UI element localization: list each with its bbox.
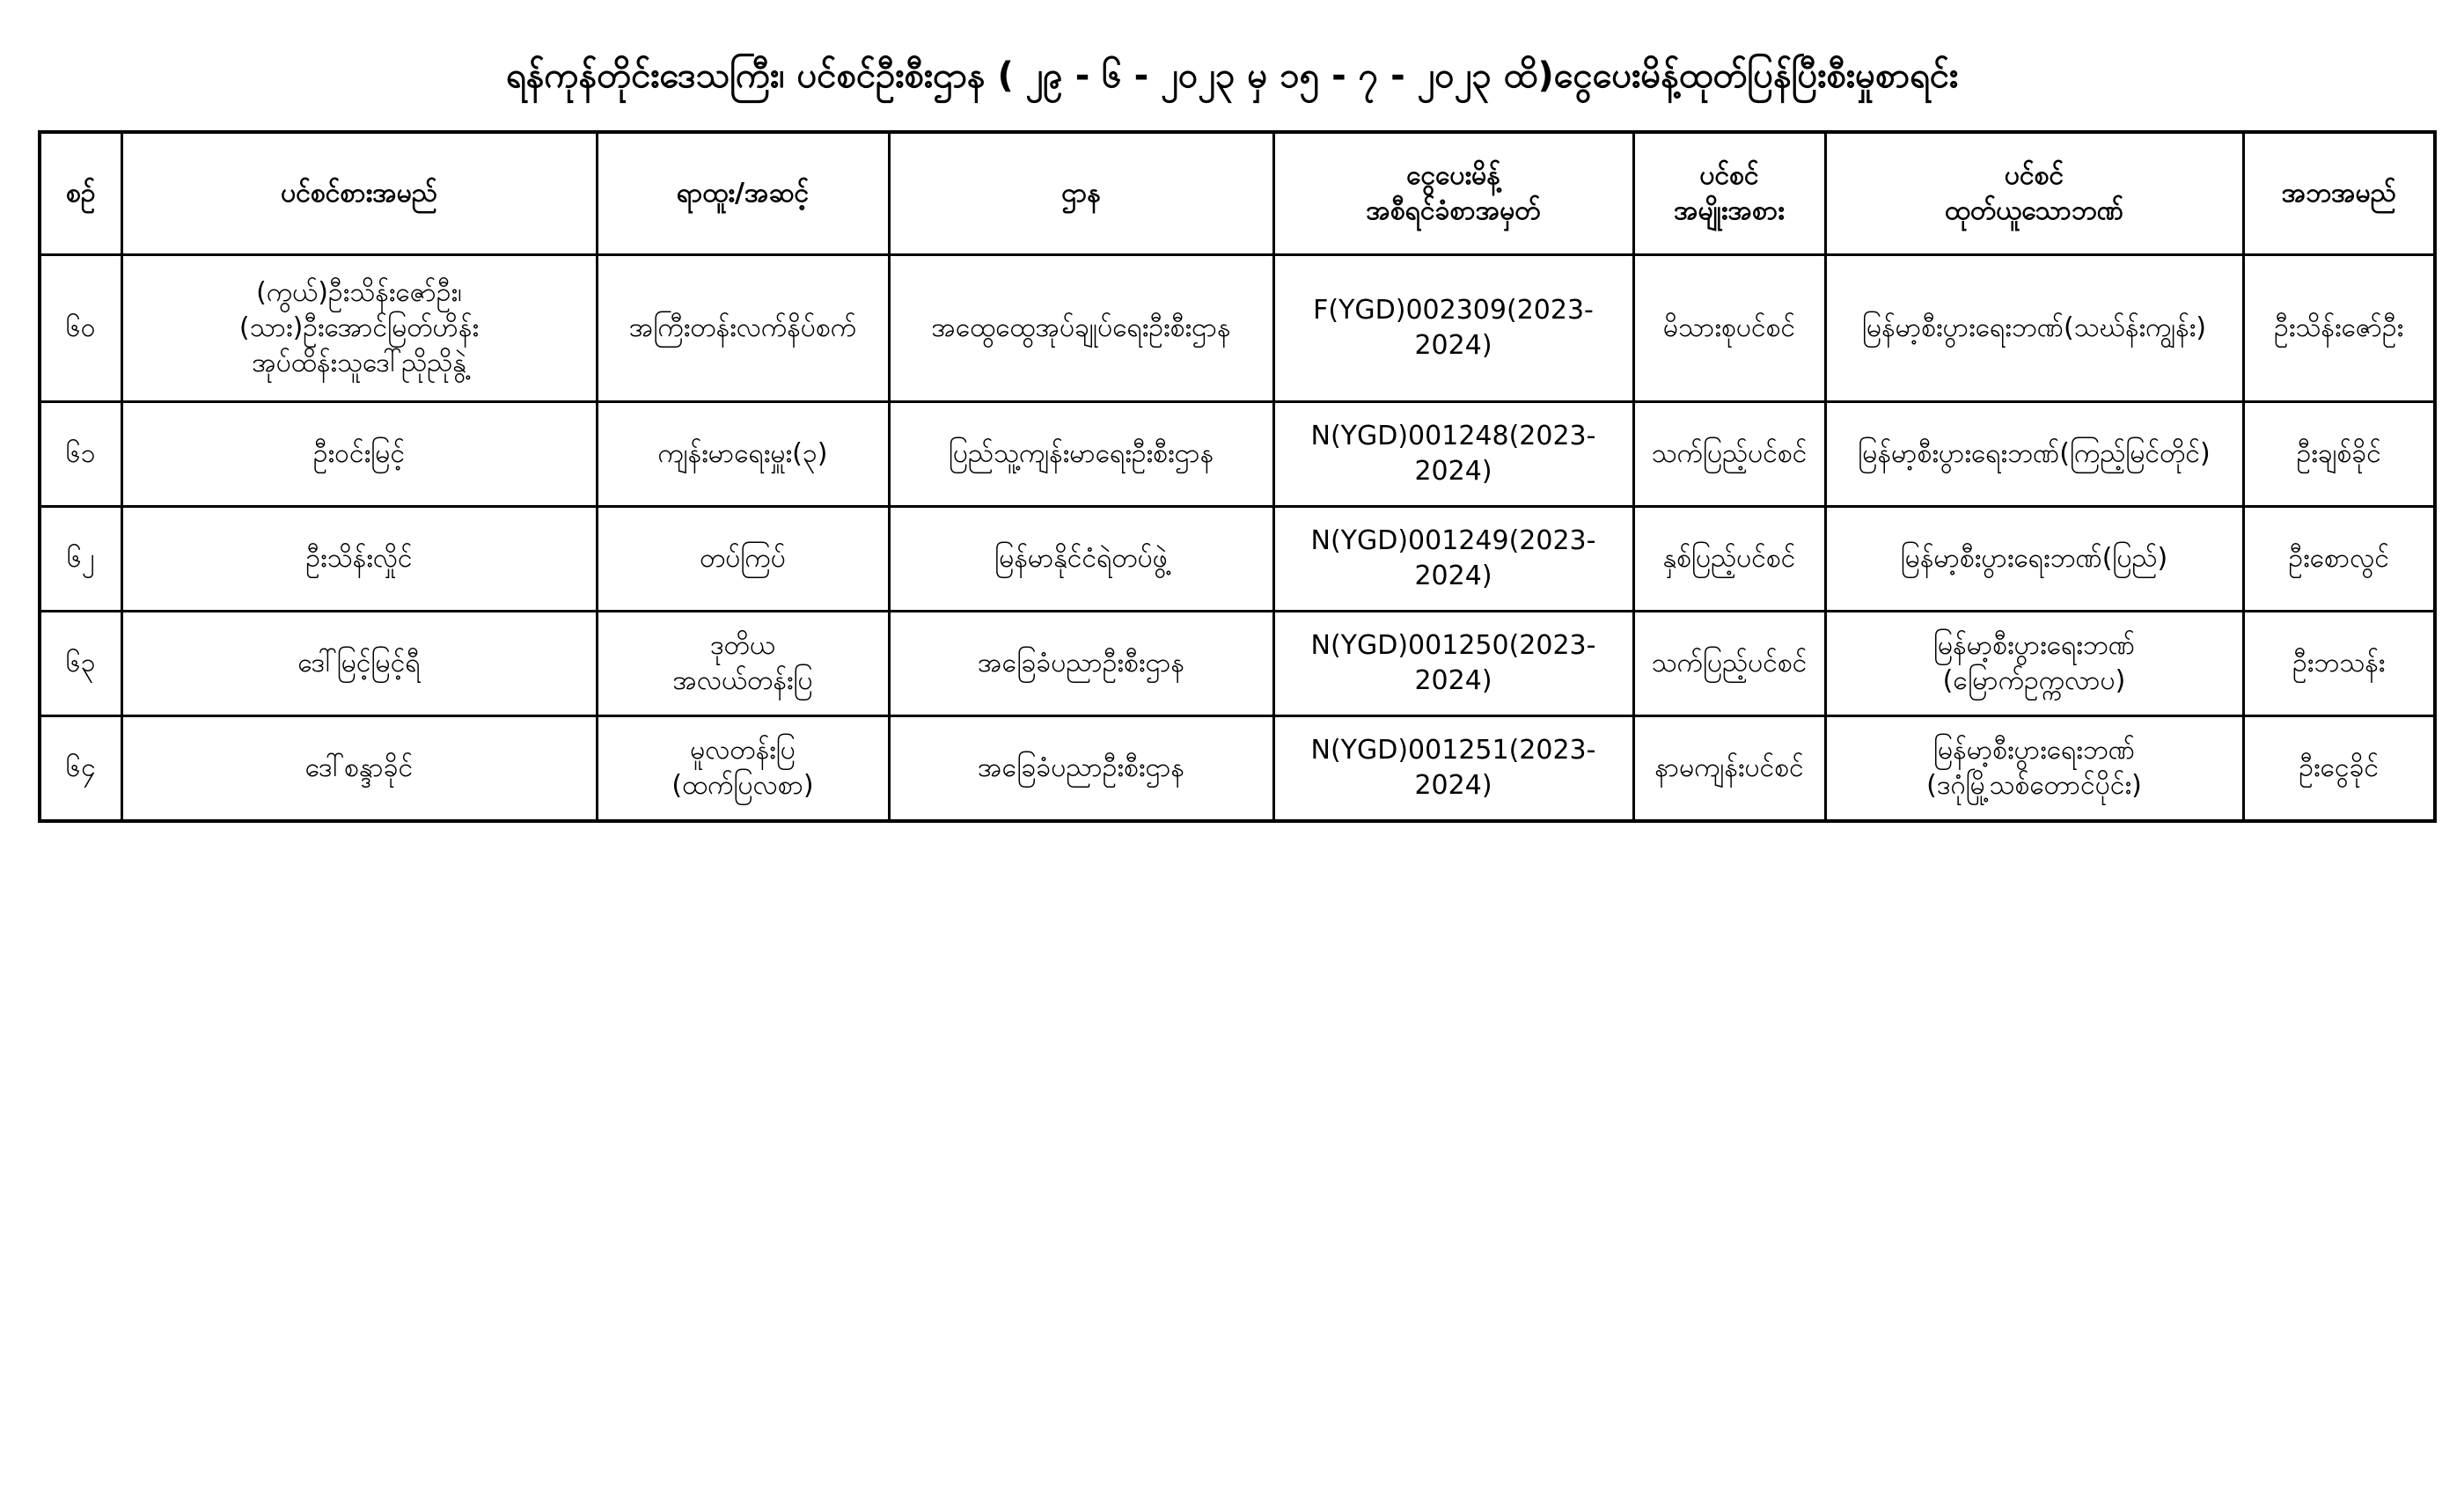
- cell-bank: [1825, 402, 2243, 507]
- cell-no: ၆၁: [40, 402, 121, 507]
- header-department: ဌာန: [889, 132, 1273, 255]
- header-bank-line1: ပင်စင်: [2004, 160, 2064, 191]
- cell-rank-line: ဒုတိယ: [710, 630, 775, 661]
- cell-department: မြန်မာနိုင်ငံရဲတပ်ဖွဲ့: [889, 507, 1273, 612]
- cell-pensioner-name: [121, 507, 597, 612]
- header-pensioner-name: ပင်စင်စားအမည်: [121, 132, 597, 255]
- table-row: [40, 507, 2435, 612]
- header-type-line1: ပင်စင်: [1699, 160, 1759, 191]
- header-row: [40, 132, 2435, 255]
- cell-no: ၆၀: [40, 255, 121, 402]
- cell-name-line: ဦးဝင်းမြင့်: [312, 438, 406, 469]
- cell-rank: [597, 507, 889, 612]
- table-row: [40, 612, 2435, 716]
- table-row: [40, 402, 2435, 507]
- cell-bank-line: (မြောက်ဥက္ကလာပ): [1942, 665, 2126, 696]
- header-bank: [1825, 132, 2243, 255]
- header-type-line2: အမျိုးအစား: [1674, 195, 1785, 226]
- cell-pensioner-name: [121, 612, 597, 716]
- cell-bank: [1825, 507, 2243, 612]
- cell-department: အခြေခံပညာဦးစီးဌာန: [889, 612, 1273, 716]
- cell-name-line: အုပ်ထိန်းသူဒေါ်ညိုညိုနွဲ့: [252, 348, 466, 378]
- header-voucher-line1: ငွေပေးမိန့်: [1406, 160, 1500, 191]
- cell-father-name: ဦးဘသန်း: [2243, 612, 2435, 716]
- cell-pension-type: သက်ပြည့်ပင်စင်: [1633, 402, 1825, 507]
- cell-bank-line: မြန်မာ့စီးပွားရေးဘဏ်(သဃ်န်းကျွန်း): [1861, 312, 2207, 343]
- cell-voucher-number: N(YGD)001248(2023-2024): [1273, 402, 1633, 507]
- cell-rank: [597, 716, 889, 822]
- cell-father-name: ဦးငွေခိုင်: [2243, 716, 2435, 822]
- cell-rank-line: (ထက်ပြလစာ): [671, 770, 814, 801]
- cell-father-name: ဦးစောလွင်: [2243, 507, 2435, 612]
- table-container: [38, 130, 2433, 823]
- header-bank-line2: ထုတ်ယူသောဘဏ်: [1945, 195, 2123, 226]
- cell-no: ၆၂: [40, 507, 121, 612]
- cell-rank: [597, 255, 889, 402]
- cell-rank-line: မူလတန်းပြ: [690, 735, 796, 766]
- cell-department: ပြည်သူ့ကျန်းမာရေးဦးစီးဌာန: [889, 402, 1273, 507]
- cell-bank: [1825, 255, 2243, 402]
- cell-bank-line: မြန်မာ့စီးပွားရေးဘဏ်: [1933, 735, 2135, 766]
- cell-pension-type: သက်ပြည့်ပင်စင်: [1633, 612, 1825, 716]
- cell-rank-line: ကျန်းမာရေးမှူး(၃): [657, 438, 828, 469]
- cell-bank-line: မြန်မာ့စီးပွားရေးဘဏ်(ကြည့်မြင်တိုင်): [1858, 438, 2211, 469]
- header-pension-type: [1633, 132, 1825, 255]
- table-row: [40, 255, 2435, 402]
- cell-voucher-number: N(YGD)001250(2023-2024): [1273, 612, 1633, 716]
- cell-bank-line: မြန်မာ့စီးပွားရေးဘဏ်: [1933, 630, 2135, 661]
- cell-bank: [1825, 612, 2243, 716]
- cell-father-name: ဦးချစ်ခိုင်: [2243, 402, 2435, 507]
- cell-name-line: (ကွယ်)ဦးသိန်းဇော်ဦး၊: [256, 277, 462, 308]
- cell-rank-line: အကြီးတန်းလက်နိပ်စက်: [628, 312, 857, 343]
- cell-pensioner-name: [121, 255, 597, 402]
- cell-rank-line: အလယ်တန်းပြ: [672, 665, 813, 696]
- pension-table: [38, 130, 2437, 823]
- cell-pensioner-name: [121, 716, 597, 822]
- cell-no: ၆၃: [40, 612, 121, 716]
- header-father-name: အဘအမည်: [2243, 132, 2435, 255]
- cell-bank-line: မြန်မာ့စီးပွားရေးဘဏ်(ပြည်): [1900, 543, 2168, 574]
- cell-name-line: (သား)ဦးအောင်မြတ်ဟိန်း: [238, 312, 480, 343]
- page-title: ရန်ကုန်တိုင်းဒေသကြီး၊ ပင်စင်ဦးစီးဌာန ( ၂၉ - ၆ - ၂၀၂၃ မှ ၁၅ - ၇ - ၂၀၂၃ ထိ)ငွေပေးမိန့်ထုတ်ပြန်ပြီးစီးမှုစာရင်း: [505, 55, 1959, 96]
- cell-pension-type: နာမကျန်းပင်စင်: [1633, 716, 1825, 822]
- cell-voucher-number: F(YGD)002309(2023-2024): [1273, 255, 1633, 402]
- cell-bank: [1825, 716, 2243, 822]
- cell-pension-type: မိသားစုပင်စင်: [1633, 255, 1825, 402]
- cell-rank: [597, 402, 889, 507]
- cell-rank: [597, 612, 889, 716]
- header-voucher-number: [1273, 132, 1633, 255]
- table-row: [40, 716, 2435, 822]
- cell-name-line: ဒေါ်စန္ဒာခိုင်: [304, 752, 414, 783]
- cell-no: ၆၄: [40, 716, 121, 822]
- cell-department: အထွေထွေအုပ်ချုပ်ရေးဦးစီးဌာန: [889, 255, 1273, 402]
- cell-voucher-number: N(YGD)001251(2023-2024): [1273, 716, 1633, 822]
- cell-father-name: ဦးသိန်းဇော်ဦး: [2243, 255, 2435, 402]
- cell-department: အခြေခံပညာဦးစီးဌာန: [889, 716, 1273, 822]
- cell-rank-line: တပ်ကြပ်: [700, 543, 786, 574]
- cell-pensioner-name: [121, 402, 597, 507]
- cell-voucher-number: N(YGD)001249(2023-2024): [1273, 507, 1633, 612]
- cell-name-line: ဦးသိန်းလှိုင်: [305, 543, 413, 574]
- cell-name-line: ဒေါ်မြင့်မြင့်ရီ: [297, 648, 421, 678]
- header-no: စဉ်: [40, 132, 121, 255]
- header-rank: ရာထူး/အဆင့်: [597, 132, 889, 255]
- header-voucher-line2: အစီရင်ခံစာအမှတ်: [1366, 195, 1541, 226]
- cell-pension-type: နှစ်ပြည့်ပင်စင်: [1633, 507, 1825, 612]
- cell-bank-line: (ဒဂုံမြို့သစ်တောင်ပိုင်း): [1926, 770, 2142, 801]
